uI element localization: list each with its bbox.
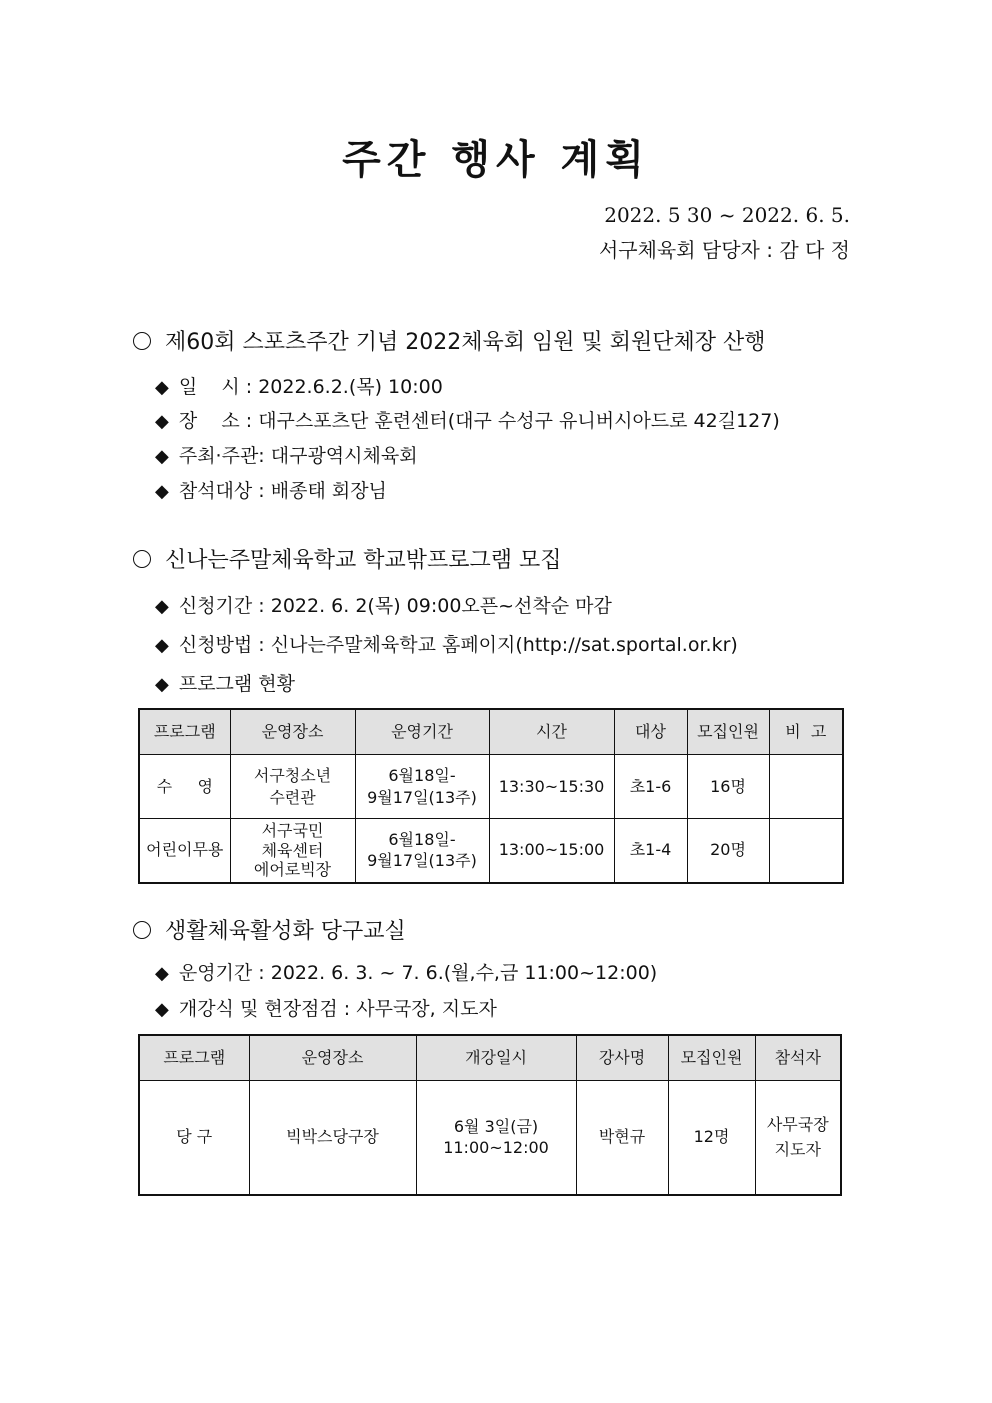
diamond-bullet-icon: ◆: [155, 999, 169, 1020]
section1-heading-text: 제60회 스포츠주간 기념 2022체육회 임원 및 회원단체장 산행: [165, 330, 766, 355]
section1-item: [155, 441, 418, 468]
diamond-bullet-icon: ◆: [155, 596, 169, 617]
diamond-bullet-icon: ◆: [155, 635, 169, 656]
program-table: [138, 708, 844, 884]
col-header: 대상: [614, 709, 687, 755]
col-header: 프로그램: [139, 709, 230, 755]
table-cell: 빅박스당구장: [249, 1081, 416, 1195]
apply-method-text: 신청방법 : 신나는주말체육학교 홈페이지(http://sat.sportal.or.kr): [178, 634, 738, 656]
apply-period-text: 신청기간 : 2022. 6. 2(목) 09:00오픈~선착순 마감: [178, 595, 612, 617]
table-cell: 6월18일- 9월17일(13주): [355, 819, 489, 883]
table-cell: 초1-6: [614, 755, 687, 819]
section1-item: [155, 406, 780, 433]
section1-item: [155, 372, 443, 399]
col-header: 운영기간: [355, 709, 489, 755]
col-header: 참석자: [755, 1035, 841, 1081]
circle-bullet-icon: [133, 550, 151, 568]
col-header: 강사명: [576, 1035, 668, 1081]
section1-item: [155, 476, 387, 503]
section2-item: [155, 630, 738, 657]
date-range: 2022. 5 30 ~ 2022. 6. 5.: [604, 203, 850, 227]
table-header-row: [139, 1035, 841, 1081]
diamond-bullet-icon: ◆: [155, 481, 169, 502]
col-header: 개강일시: [416, 1035, 576, 1081]
table-header-row: [139, 709, 843, 755]
col-header: 비 고: [769, 709, 843, 755]
section3-heading-text: 생활체육활성화 당구교실: [165, 919, 406, 944]
table-cell: 어린이무용: [139, 819, 230, 883]
table-cell: 서구국민 체육센터 에어로빅장: [230, 819, 355, 883]
operation-period-text: 운영기간 : 2022. 6. 3. ~ 7. 6.(월,수,금 11:00~12:00): [178, 962, 658, 984]
page-title: 주간 행사 계획: [342, 137, 650, 183]
col-header: 운영장소: [249, 1035, 416, 1081]
manager-line: 서구체육회 담당자 : 감 다 정: [598, 238, 850, 262]
circle-bullet-icon: [133, 332, 151, 350]
section3-heading: [133, 914, 406, 945]
col-header: 모집인원: [687, 709, 769, 755]
diamond-bullet-icon: ◆: [155, 377, 169, 398]
col-header: 모집인원: [668, 1035, 755, 1081]
col-header: 프로그램: [139, 1035, 249, 1081]
section2-item: [155, 591, 612, 618]
table-cell: 20명: [687, 819, 769, 883]
section2-item: [155, 669, 295, 696]
table-cell: 6월18일- 9월17일(13주): [355, 755, 489, 819]
table-row: [139, 1081, 841, 1195]
table-cell: [769, 819, 843, 883]
table-cell: 박현규: [576, 1081, 668, 1195]
table-cell: 13:00~15:00: [489, 819, 614, 883]
table-cell: 사무국장 지도자: [755, 1081, 841, 1195]
table-cell: 초1-4: [614, 819, 687, 883]
section2-heading-text: 신나는주말체육학교 학교밖프로그램 모집: [165, 548, 562, 573]
circle-bullet-icon: [133, 921, 151, 939]
table-cell: [769, 755, 843, 819]
col-header: 운영장소: [230, 709, 355, 755]
schedule-text: 일 시 : 2022.6.2.(목) 10:00: [178, 376, 443, 398]
section3-item: [155, 958, 657, 985]
table-cell: 12명: [668, 1081, 755, 1195]
program-status-text: 프로그램 현황: [178, 673, 296, 695]
billiards-table: [138, 1034, 842, 1196]
table-cell: 16명: [687, 755, 769, 819]
table-row: [139, 819, 843, 883]
table-cell: 13:30~15:30: [489, 755, 614, 819]
attendee-text: 참석대상 : 배종태 회장님: [178, 480, 387, 502]
table-cell: 당 구: [139, 1081, 249, 1195]
inspection-text: 개강식 및 현장점검 : 사무국장, 지도자: [178, 998, 497, 1020]
table-row: [139, 755, 843, 819]
col-header: 시간: [489, 709, 614, 755]
section3-item: [155, 994, 497, 1021]
diamond-bullet-icon: ◆: [155, 674, 169, 695]
section1-heading: [133, 325, 765, 356]
table-cell: 6월 3일(금) 11:00~12:00: [416, 1081, 576, 1195]
diamond-bullet-icon: ◆: [155, 411, 169, 432]
diamond-bullet-icon: ◆: [155, 446, 169, 467]
host-text: 주최·주관: 대구광역시체육회: [178, 445, 418, 467]
location-text: 장 소 : 대구스포츠단 훈련센터(대구 수성구 유니버시아드로 42길127): [178, 410, 780, 432]
table-cell: 서구청소년 수련관: [230, 755, 355, 819]
diamond-bullet-icon: ◆: [155, 963, 169, 984]
table-cell: 수 영: [139, 755, 230, 819]
section2-heading: [133, 543, 562, 574]
